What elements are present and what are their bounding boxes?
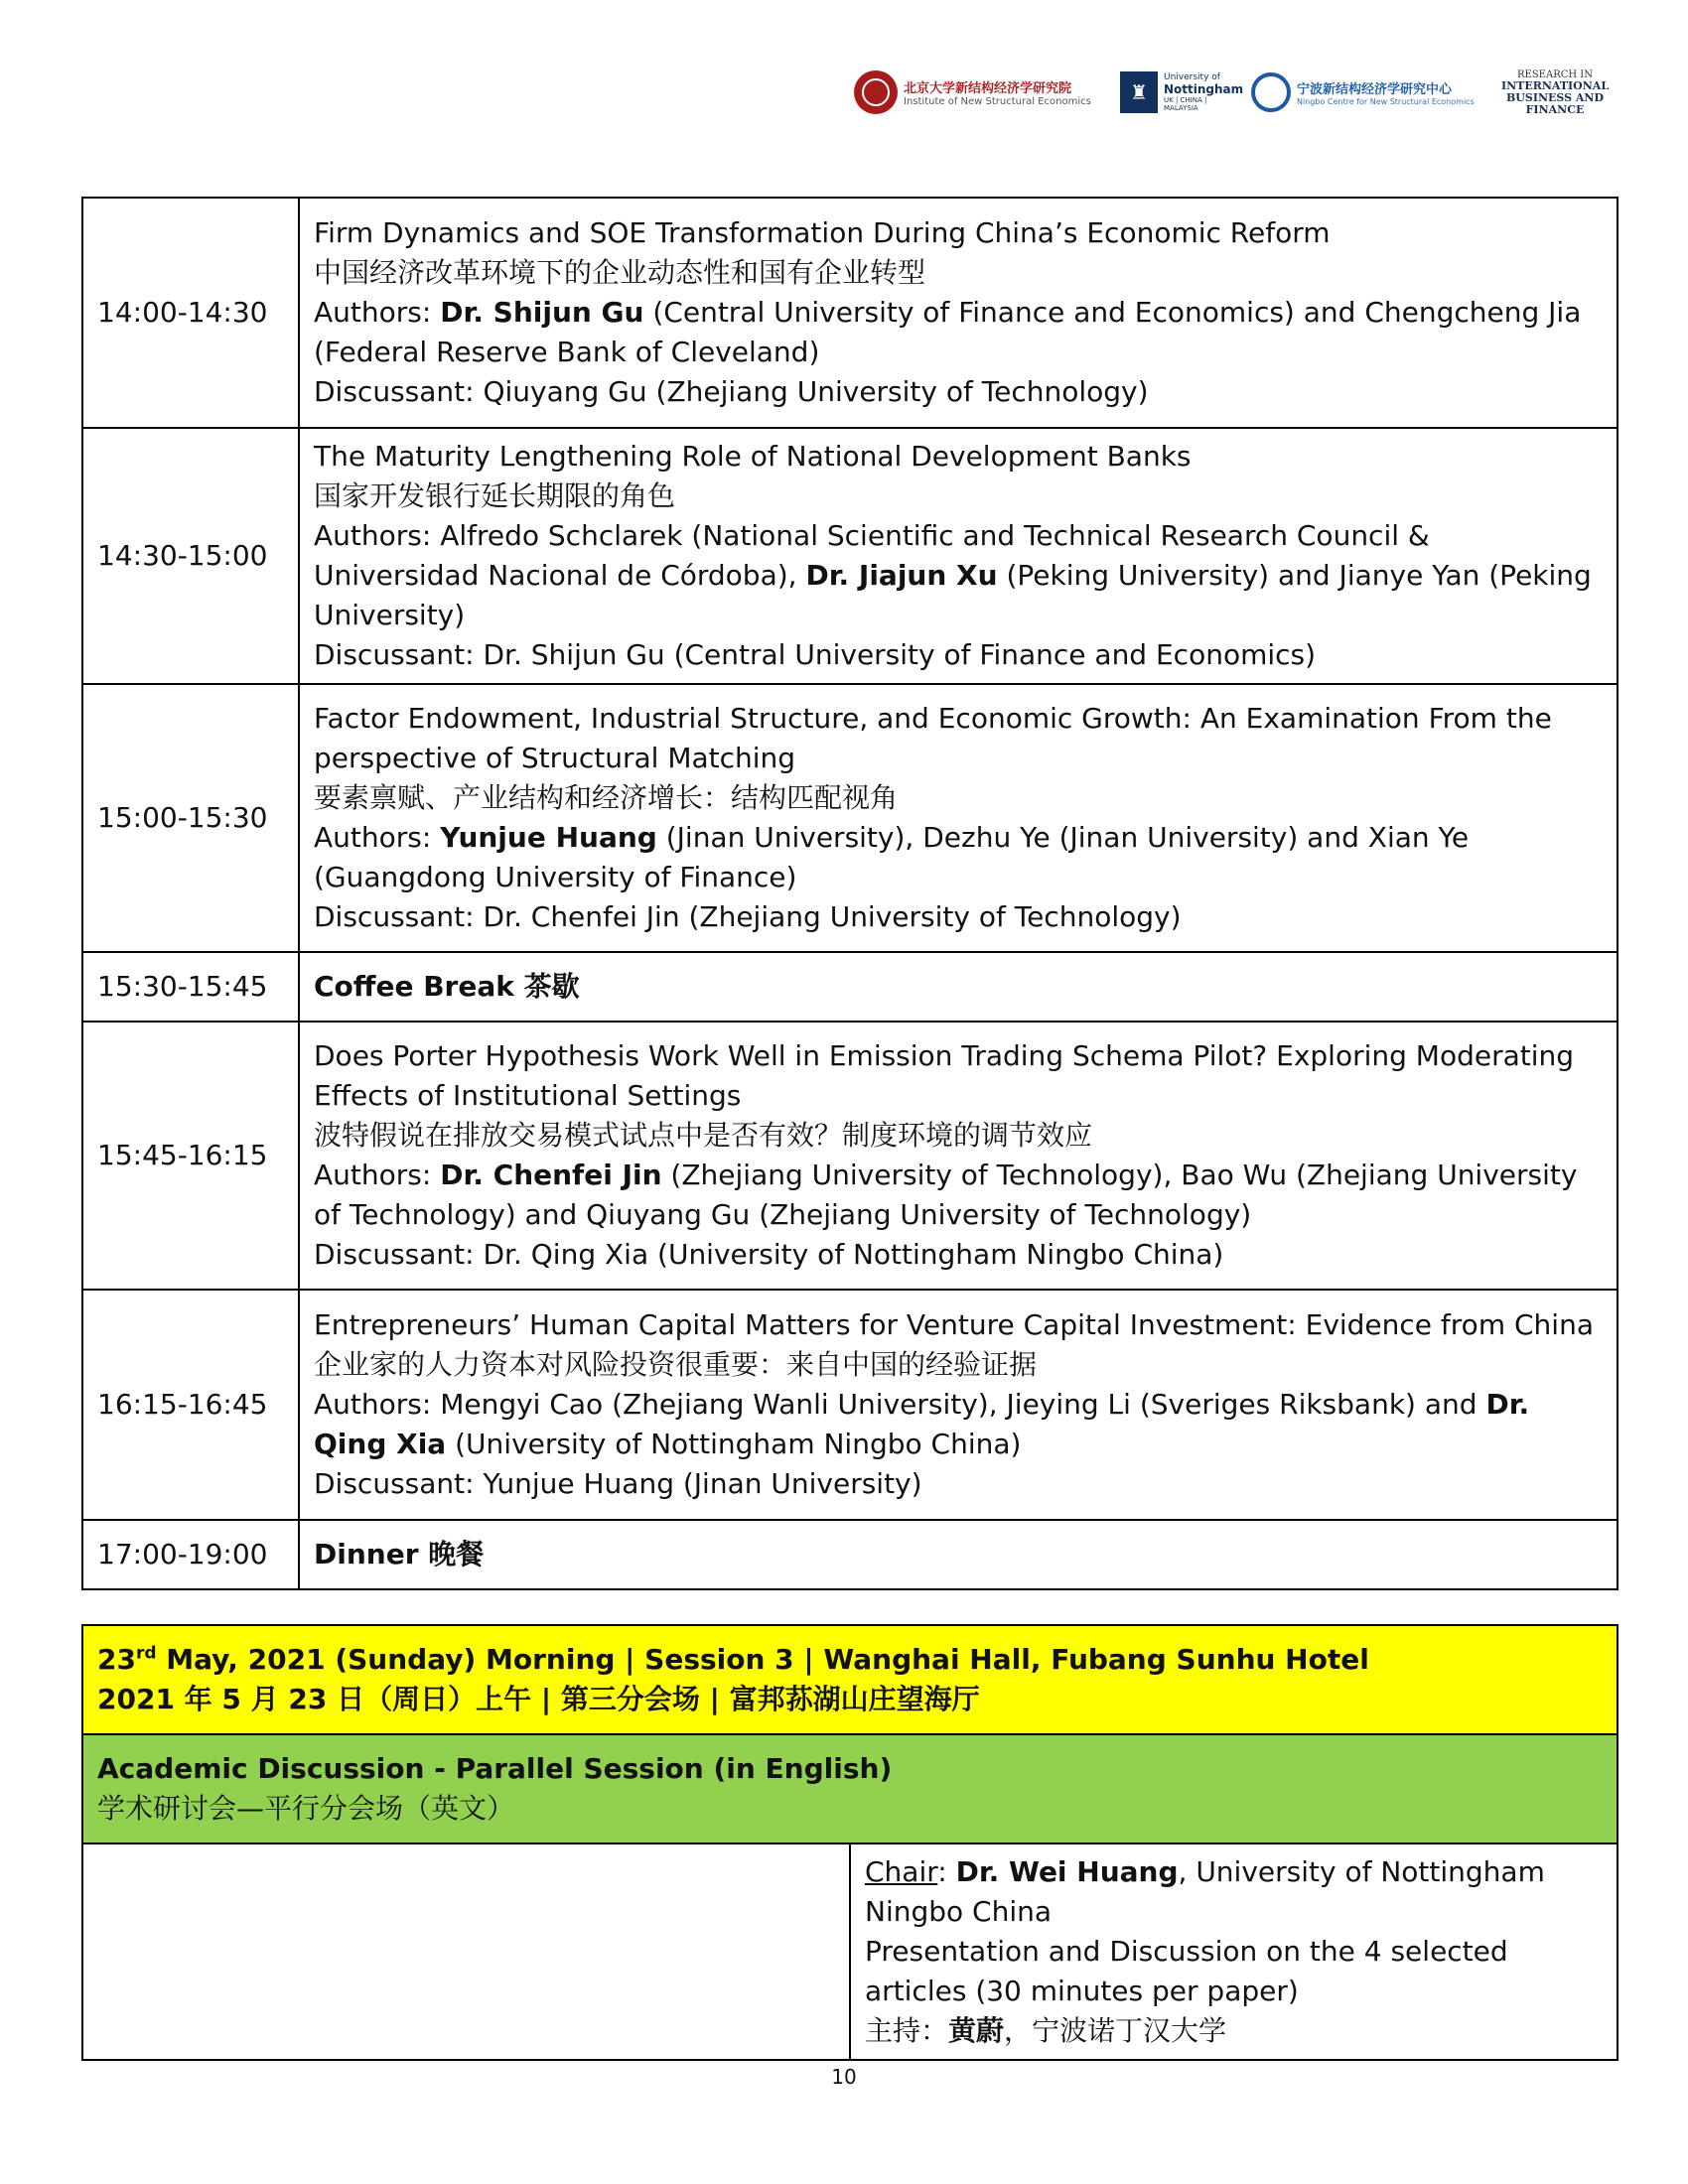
paper-authors xyxy=(314,818,1603,897)
host-label: 主持： xyxy=(865,2014,949,2047)
discussion-cell xyxy=(82,1734,1618,1843)
paper-discussant: Discussant: Dr. Shijun Gu (Central University of Finance and Economics) xyxy=(314,638,1317,671)
unnc-logo xyxy=(1120,58,1244,127)
paper-title: Factor Endowment, Industrial Structure, and Economic Growth: An Examination From the perspective of Structural Matching xyxy=(314,702,1552,774)
time-slot: 16:15-16:45 xyxy=(82,1290,299,1520)
ncnse-logo-cn: 宁波新结构经济学研究中心 xyxy=(1297,82,1453,97)
paper-title-cn: 中国经济改革环境下的企业动态性和国有企业转型 xyxy=(314,256,926,289)
schedule-row xyxy=(82,952,1618,1022)
session3-header-row xyxy=(82,1625,1618,1734)
chair-cell xyxy=(850,1843,1618,2060)
dinner-cell xyxy=(299,1520,1618,1589)
discussion-row xyxy=(82,1734,1618,1843)
header-logos xyxy=(854,58,1609,127)
ribf-line-4: FINANCE xyxy=(1525,102,1585,116)
paper-discussant: Discussant: Qiuyang Gu (Zhejiang University of Technology) xyxy=(314,375,1149,408)
chair-line xyxy=(865,1852,1603,1932)
paper-title-cn: 企业家的人力资本对风险投资很重要：来自中国的经验证据 xyxy=(314,1348,1038,1381)
ncnse-logo-en: Ningbo Centre for New Structural Economics xyxy=(1297,97,1475,106)
paper-cell xyxy=(299,1022,1618,1290)
paper-authors xyxy=(314,1385,1603,1464)
unnc-tower-icon: ♜ xyxy=(1120,71,1158,113)
session3-day-num: 23 xyxy=(97,1643,136,1676)
schedule-row xyxy=(82,198,1618,428)
ribf-line-3: BUSINESS AND xyxy=(1505,90,1605,104)
presenter-name: Dr. Jiajun Xu xyxy=(805,559,998,592)
authors-pre: Authors: Mengyi Cao (Zhejiang Wanli University), Jieying Li (Sveriges Riksbank) and xyxy=(314,1388,1486,1421)
time-slot: 14:00-14:30 xyxy=(82,198,299,428)
chair-name: Dr. Wei Huang xyxy=(955,1855,1179,1888)
discussion-cn: 学术研讨会—平行分会场（英文） xyxy=(97,1792,515,1825)
paper-cell xyxy=(299,684,1618,952)
ribf-line-2: INTERNATIONAL xyxy=(1500,78,1610,92)
time-slot: 15:30-15:45 xyxy=(82,952,299,1022)
host-name: 黄蔚 xyxy=(948,2014,1005,2047)
paper-title-cn: 国家开发银行延长期限的角色 xyxy=(314,479,676,512)
time-slot: 14:30-15:00 xyxy=(82,428,299,684)
discussion-en: Academic Discussion - Parallel Session (in English) xyxy=(97,1752,893,1785)
ribf-line-1: RESEARCH IN xyxy=(1517,68,1593,80)
afternoon-schedule-table xyxy=(81,197,1618,1590)
time-slot: 15:00-15:30 xyxy=(82,684,299,952)
unnc-logo-tiny: UK | CHINA | MALAYSIA xyxy=(1164,96,1207,112)
paper-title: Does Porter Hypothesis Work Well in Emission Trading Schema Pilot? Exploring Moderating Effects of Institutional Settings xyxy=(314,1039,1575,1112)
paper-authors xyxy=(314,293,1603,372)
session3-day-sup: rd xyxy=(135,1643,157,1664)
paper-title: Firm Dynamics and SOE Transformation During China’s Economic Reform xyxy=(314,216,1331,249)
chair-time-cell xyxy=(82,1843,850,2060)
host-affil: ，宁波诺丁汉大学 xyxy=(1004,2014,1227,2047)
coffee-break-label: Coffee Break 茶歇 xyxy=(314,970,580,1003)
coffee-break-cell xyxy=(299,952,1618,1022)
paper-cell xyxy=(299,198,1618,428)
authors-rest: (Zhejiang University of Technology), Bao Wu (Zhejiang University of Technology) and Qiuyang Gu (Zhejiang University of Technology) xyxy=(314,1159,1578,1231)
pku-seal-icon xyxy=(854,70,898,114)
time-slot: 15:45-16:15 xyxy=(82,1022,299,1290)
authors-rest: (University of Nottingham Ningbo China) xyxy=(446,1428,1022,1460)
session3-header xyxy=(82,1625,1618,1734)
pku-logo-cn: 北京大学新结构经济学研究院 xyxy=(904,81,1072,96)
presenter-name: Dr. Shijun Gu xyxy=(440,296,644,329)
schedule-row xyxy=(82,428,1618,684)
paper-title: Entrepreneurs’ Human Capital Matters for Venture Capital Investment: Evidence from China xyxy=(314,1308,1594,1341)
host-line xyxy=(865,2011,1603,2051)
paper-discussant: Discussant: Dr. Chenfei Jin (Zhejiang University of Technology) xyxy=(314,900,1182,933)
chair-label: Chair xyxy=(865,1855,938,1888)
chair-colon: : xyxy=(937,1855,956,1888)
schedule-row xyxy=(82,684,1618,952)
presentation-line: Presentation and Discussion on the 4 selected articles (30 minutes per paper) xyxy=(865,1935,1508,2007)
schedule-row xyxy=(82,1520,1618,1589)
paper-cell xyxy=(299,428,1618,684)
pku-logo-en: Institute of New Structural Economics xyxy=(904,96,1091,107)
authors-label: Authors: xyxy=(314,821,441,854)
authors-rest: (Peking University) and Jianye Yan (Peking University) xyxy=(314,559,1592,631)
paper-discussant: Discussant: Dr. Qing Xia (University of Nottingham Ningbo China) xyxy=(314,1238,1224,1271)
session3-header-en xyxy=(97,1640,1603,1680)
schedule-row xyxy=(82,1290,1618,1520)
presenter-name: Dr. Chenfei Jin xyxy=(440,1159,662,1191)
authors-rest: (Central University of Finance and Economics) and Chengcheng Jia (Federal Reserve Bank of Cleveland) xyxy=(314,296,1582,368)
paper-title: The Maturity Lengthening Role of National Development Banks xyxy=(314,440,1192,473)
ncnse-ring-icon xyxy=(1251,72,1291,112)
page-number: 10 xyxy=(831,2065,857,2089)
unnc-logo-small: University of xyxy=(1164,72,1220,82)
time-slot: 17:00-19:00 xyxy=(82,1520,299,1589)
chair-row xyxy=(82,1843,1618,2060)
ncnse-logo xyxy=(1251,58,1489,127)
authors-label: Authors: xyxy=(314,296,441,329)
paper-title-cn: 波特假说在排放交易模式试点中是否有效？制度环境的调节效应 xyxy=(314,1119,1093,1152)
chair-affil: , University of Nottingham Ningbo China xyxy=(865,1855,1545,1928)
session3-header-en-rest: May, 2021 (Sunday) Morning | Session 3 | Wanghai Hall, Fubang Sunhu Hotel xyxy=(156,1643,1369,1676)
pku-inse-logo xyxy=(854,58,1102,127)
dinner-label: Dinner 晚餐 xyxy=(314,1538,485,1570)
ribf-logo xyxy=(1501,58,1609,127)
presenter-name: Dr. Qing Xia xyxy=(314,1388,1530,1460)
session3-table xyxy=(81,1624,1618,2061)
paper-authors xyxy=(314,516,1603,635)
paper-authors xyxy=(314,1156,1603,1235)
session3-header-cn: 2021 年 5 月 23 日（周日）上午 | 第三分会场 | 富邦荪湖山庄望海厅 xyxy=(97,1683,980,1715)
authors-label: Authors: xyxy=(314,1159,441,1191)
authors-pre: Authors: Alfredo Schclarek (National Scientific and Technical Research Council & Universidad Nacional de Córdoba), xyxy=(314,519,1430,592)
authors-rest: (Jinan University), Dezhu Ye (Jinan University) and Xian Ye (Guangdong University of Finance) xyxy=(314,821,1470,893)
schedule-row xyxy=(82,1022,1618,1290)
paper-cell xyxy=(299,1290,1618,1520)
paper-title-cn: 要素禀赋、产业结构和经济增长：结构匹配视角 xyxy=(314,781,899,814)
paper-discussant: Discussant: Yunjue Huang (Jinan University) xyxy=(314,1467,922,1500)
unnc-logo-big: Nottingham xyxy=(1164,82,1244,96)
presenter-name: Yunjue Huang xyxy=(440,821,657,854)
